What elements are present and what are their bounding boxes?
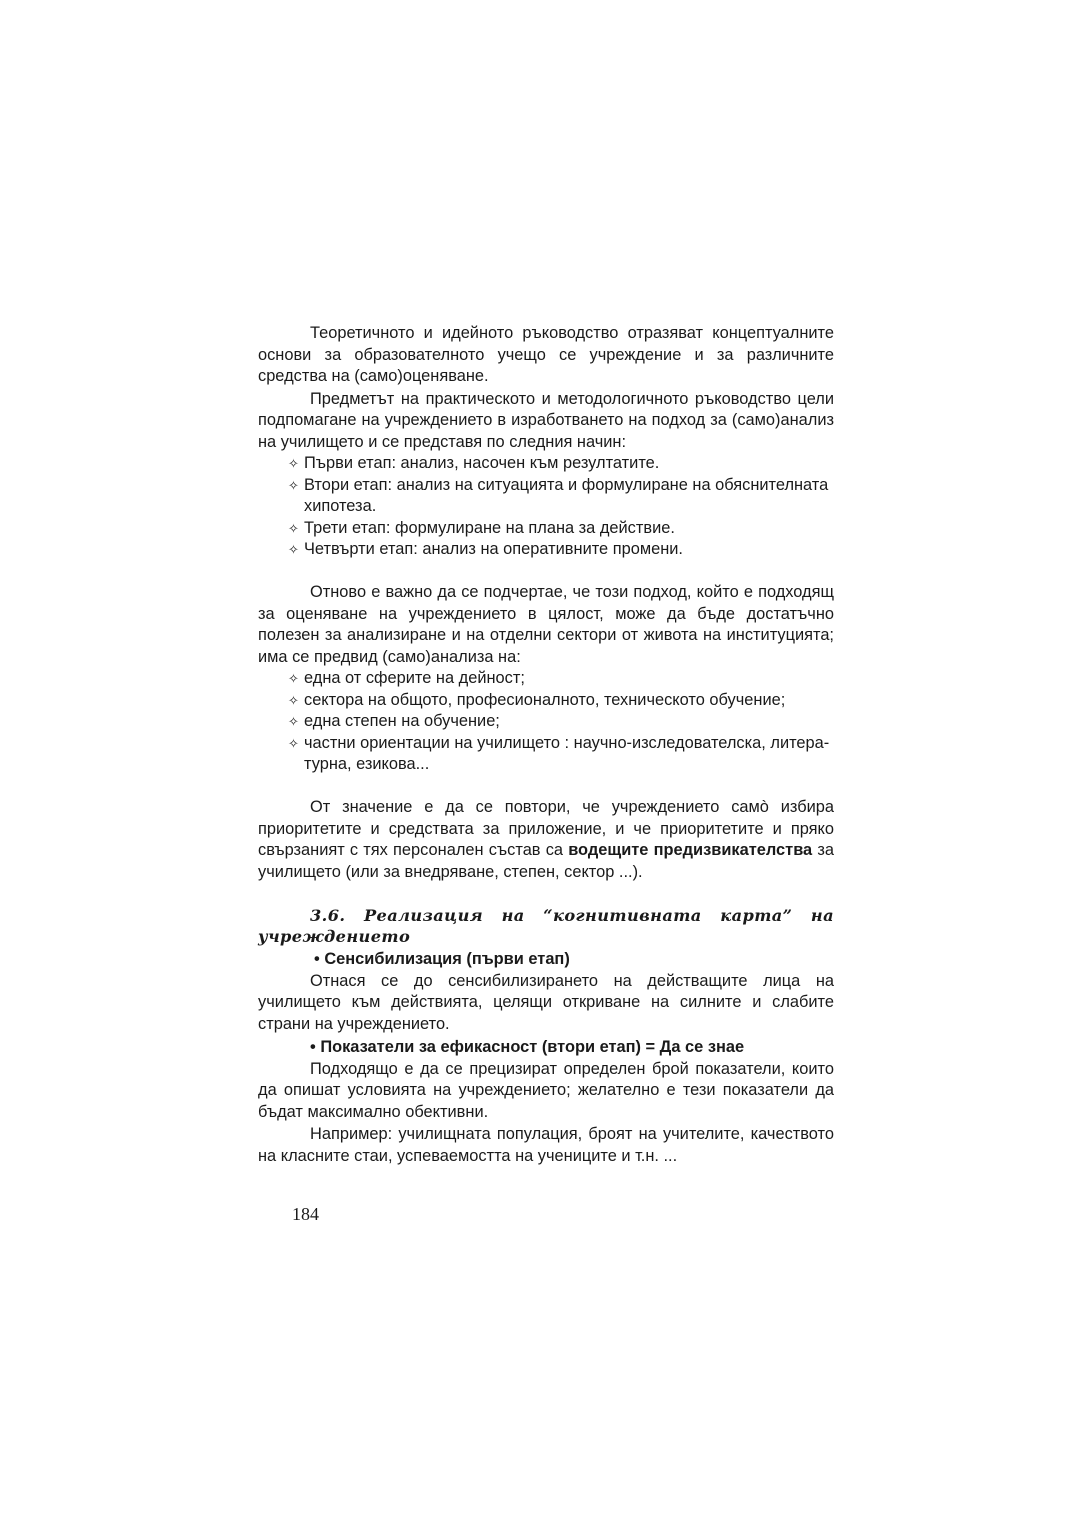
list-item [258, 453, 834, 475]
section-heading: 3.6. Реализация на “когнитивната карта” на учреждението [258, 906, 834, 946]
paragraph-priorities [258, 797, 834, 883]
star-bullet-icon: ✧ [288, 477, 299, 493]
page-content [258, 323, 834, 1167]
list-item [258, 518, 834, 540]
list-item [258, 690, 834, 712]
star-bullet-icon: ✧ [288, 671, 299, 686]
paragraph-theory: Теоретичното и идейното ръководство отразяват концептуалните основи за образователното учещо се учреждение и за различните средства на (само)оценяване. [258, 324, 834, 385]
star-bullet-icon: ✧ [288, 542, 299, 557]
list-item [258, 539, 834, 561]
priorities-text-end: за училището (или за внедряване, степен, сектор ...). [258, 841, 834, 881]
list-item [258, 733, 834, 776]
stage-text: Четвърти етап: анализ на оперативните промени. [304, 540, 683, 558]
paragraph-example: Например: училищната популация, броят на учителите, качеството на класните стаи, успеваемостта на учениците и т.н. ... [258, 1125, 834, 1165]
sectors-list [258, 668, 834, 776]
star-bullet-icon: ✧ [288, 520, 299, 536]
sector-text: една от сферите на дейност; [304, 669, 525, 687]
subheading-text: Показатели за ефикасност (втори етап) = Да се знае [320, 1038, 745, 1056]
paragraph-indicators: Подходящо е да се прецизират определен брой показатели, които да опишат условията на учреждението; желателно е тези показатели да бъдат максимално обективни. [258, 1059, 834, 1121]
list-item [258, 711, 834, 733]
sector-text: частни ориентации на училището : научно-изследователска, литера-турна, езикова... [304, 733, 830, 773]
subheading-text: Сенсибилизация (първи етап) [324, 950, 570, 968]
subheading-bullet: • [314, 950, 320, 968]
priorities-emphasis: водещите предизвикателства [568, 841, 813, 859]
list-item [258, 668, 834, 690]
page-number: 184 [292, 1204, 319, 1224]
paragraph-practical-guide: Предметът на практическото и методологичното ръководство цели подпомагане на учреждението в изработването на подход за (само)анализ на училището и се представя по следния начин: [258, 389, 834, 451]
star-bullet-icon: ✧ [288, 692, 299, 708]
subheading-sensitization [258, 949, 834, 971]
list-item [258, 475, 834, 518]
stage-text: Първи етап: анализ, насочен към резултатите. [304, 454, 660, 472]
sector-text: една степен на обучение; [304, 712, 500, 730]
paragraph-sensitization: Отнася се до сенсибилизирането на действащите лица на училището към действията, целящи откриване на силните и слабите страни на учреждението. [258, 971, 834, 1033]
priorities-text-start: От значение е да се повтори, че учреждението самò избира приоритетите и средствата за приложение, и че приоритетите и пряко свързаният с тях персонален състав са [258, 798, 834, 859]
sector-text: сектора на общото, професионалното, техническото обучение; [304, 690, 786, 709]
paragraph-approach: Отново е важно да се подчертае, че този подход, който е подходящ за оценяване на учреждението в цялост, може да бъде достатъчно полезен за анализиране и на отделни сектори от живота на институцията; има се предвид (само)анализа на: [258, 583, 834, 666]
subheading-bullet: • [310, 1038, 316, 1056]
stage-text: Трети етап: формулиране на плана за действие. [304, 518, 675, 537]
star-bullet-icon: ✧ [288, 714, 299, 729]
star-bullet-icon: ✧ [288, 735, 299, 751]
star-bullet-icon: ✧ [288, 456, 299, 471]
stage-text: Втори етап: анализ на ситуацията и формулиране на обяснителната хипотеза. [304, 475, 829, 515]
stages-list [258, 453, 834, 561]
subheading-indicators [258, 1037, 834, 1059]
